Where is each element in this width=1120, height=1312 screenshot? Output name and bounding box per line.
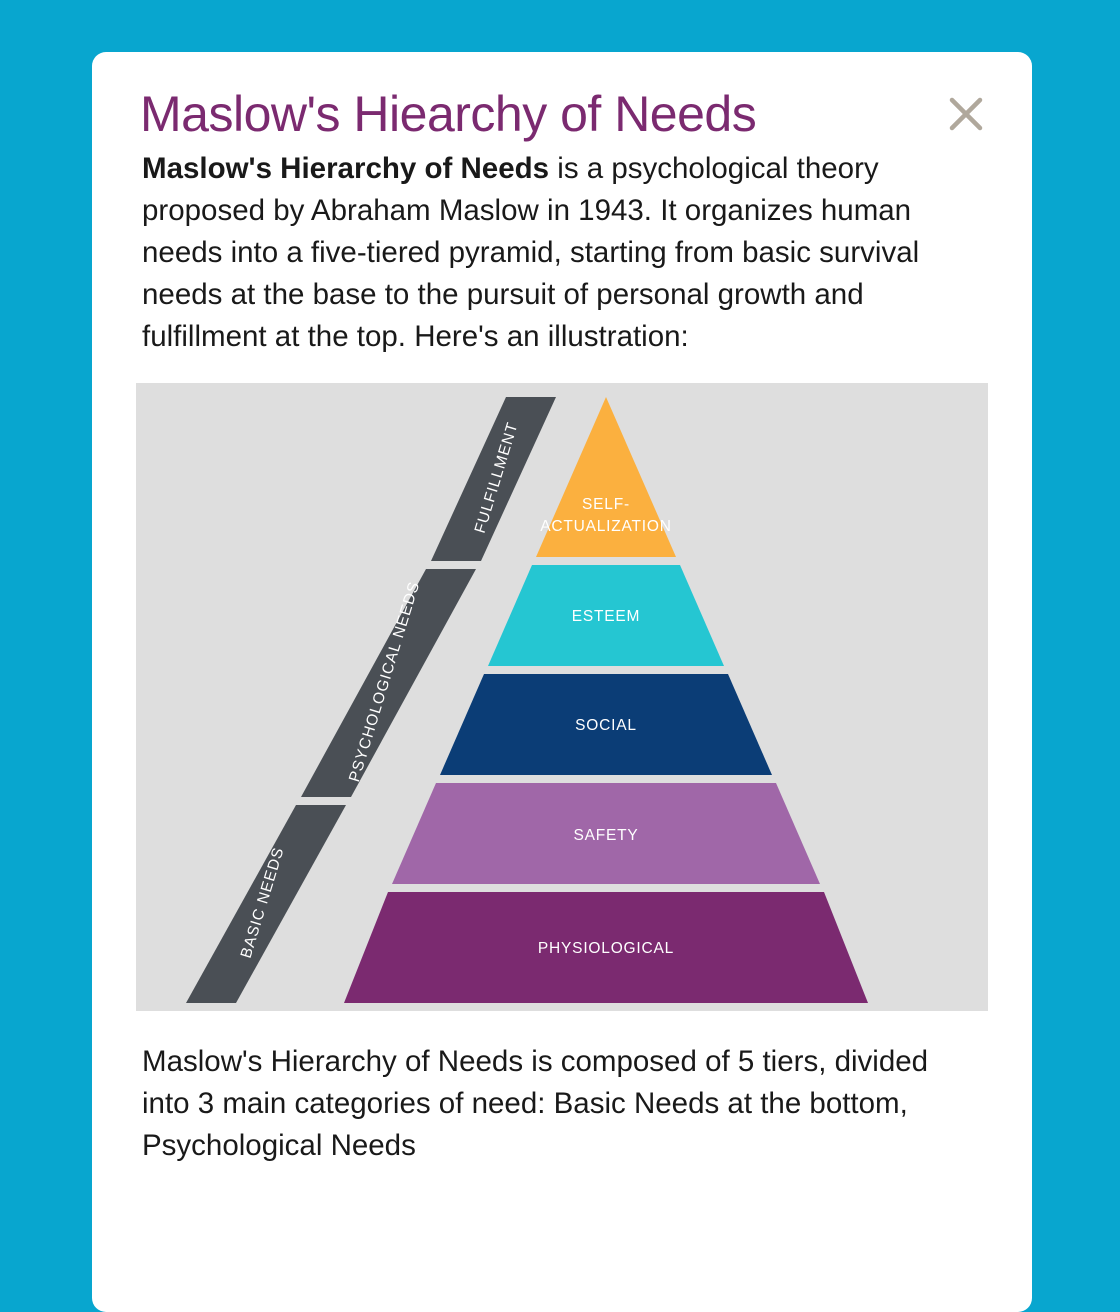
card-header <box>92 52 1032 148</box>
tier-label-physiological: PHYSIOLOGICAL <box>537 940 675 958</box>
close-icon[interactable] <box>944 92 988 136</box>
intro-paragraph <box>92 148 1032 357</box>
pyramid-svg <box>136 383 988 1011</box>
tier-label-self-actualization-line1: SELF- <box>582 496 630 514</box>
category-label-psychological: PSYCHOLOGICAL NEEDS <box>346 579 424 785</box>
category-label-basic: BASIC NEEDS <box>237 845 288 961</box>
tier-label-esteem: ESTEEM <box>571 608 641 626</box>
tier-safety <box>392 783 820 884</box>
intro-rest: is a psychological theory proposed by Abraham Maslow in 1943. It organizes human needs into a five-tiered pyramid, starting from basic survival needs at the base to the pursuit of personal growth and fulfillment at the top. Here's an illustration: <box>142 152 920 353</box>
tier-label-social: SOCIAL <box>575 717 637 735</box>
tier-self-actualization <box>536 397 676 557</box>
page-title: Maslow's Hiearchy of Needs <box>140 86 757 142</box>
closing-paragraph: Maslow's Hierarchy of Needs is composed of 5 tiers, divided into 3 main categories of need: Basic Needs at the bottom, Psychological Needs <box>142 1045 929 1163</box>
info-card <box>92 52 1032 1312</box>
tier-social <box>440 674 772 775</box>
category-bar-fulfillment <box>431 397 556 561</box>
tier-label-safety: SAFETY <box>573 827 639 845</box>
intro-lead: Maslow's Hierarchy of Needs <box>142 152 550 185</box>
maslow-pyramid-figure <box>136 383 988 1011</box>
tier-label-self-actualization-line2: ACTUALIZATION <box>540 518 672 536</box>
category-bar-basic <box>186 805 346 1003</box>
tier-esteem <box>488 565 724 666</box>
category-label-fulfillment: FULFILLMENT <box>471 420 522 536</box>
tier-physiological <box>344 892 868 1003</box>
